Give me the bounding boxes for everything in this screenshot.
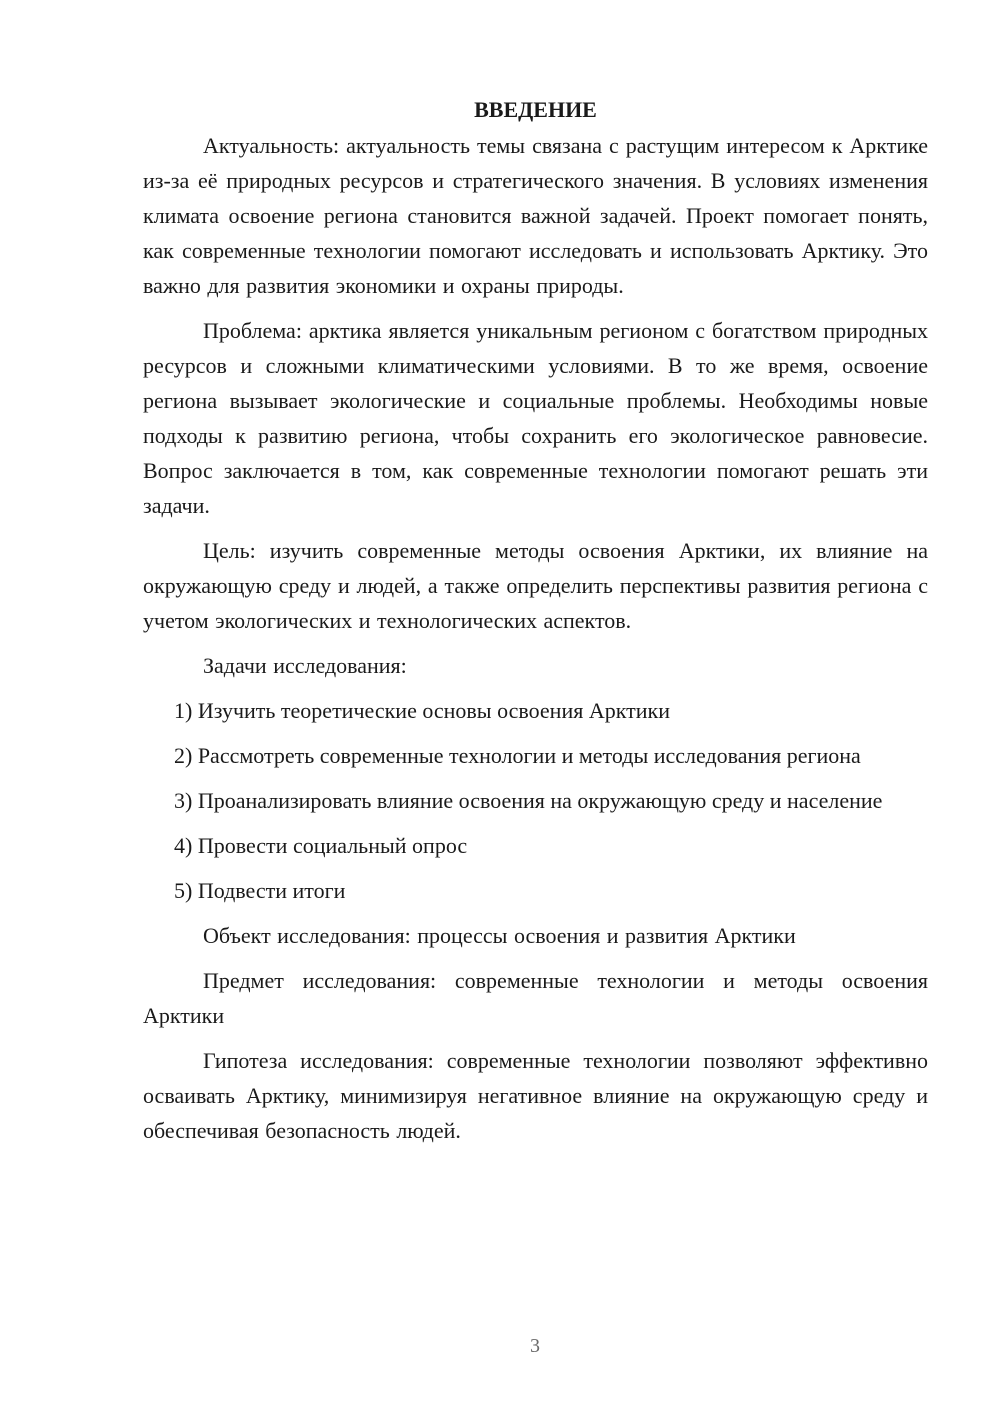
paragraph-problem: Проблема: арктика является уникальным регионом с богатством природных ресурсов и сложными климатическими условиями. В то же время, освоение региона вызывает экологические и социальные проблемы. Необходимы новые подходы к развитию региона, чтобы сохранить его экологическое равновесие. Вопрос заключается в том, как современные технологии помогают решать эти задачи.: [143, 318, 928, 518]
section-heading: ВВЕДЕНИЕ: [474, 97, 597, 122]
task-item: 4) Провести социальный опрос: [174, 833, 468, 858]
task-item: 1) Изучить теоретические основы освоения Арктики: [174, 698, 670, 723]
paragraph-hypothesis: Гипотеза исследования: современные технологии позволяют эффективно осваивать Арктику, минимизируя негативное влияние на окружающую среду и обеспечивая безопасность людей.: [143, 1048, 928, 1143]
task-item: 3) Проанализировать влияние освоения на окружающую среду и население: [174, 788, 883, 813]
page-number: 3: [530, 1335, 540, 1357]
paragraph-tasks-title: Задачи исследования:: [203, 653, 407, 678]
task-item: 2) Рассмотреть современные технологии и методы исследования региона: [174, 743, 861, 768]
paragraph-goal: Цель: изучить современные методы освоения Арктики, их влияние на окружающую среду и людей, а также определить перспективы развития региона с учетом экологических и технологических аспектов.: [143, 538, 928, 633]
task-item: 5) Подвести итоги: [174, 878, 346, 903]
paragraph-relevance: Актуальность: актуальность темы связана с растущим интересом к Арктике из-за её природных ресурсов и стратегического значения. В условиях изменения климата освоение региона становится важной задачей. Проект помогает понять, как современные технологии помогают исследовать и использовать Арктику. Это важно для развития экономики и охраны природы.: [143, 133, 928, 298]
document-page: [143, 94, 928, 1158]
paragraph-subject: Предмет исследования: современные технологии и методы освоения Арктики: [143, 968, 928, 1028]
paragraph-object: Объект исследования: процессы освоения и развития Арктики: [203, 923, 796, 948]
